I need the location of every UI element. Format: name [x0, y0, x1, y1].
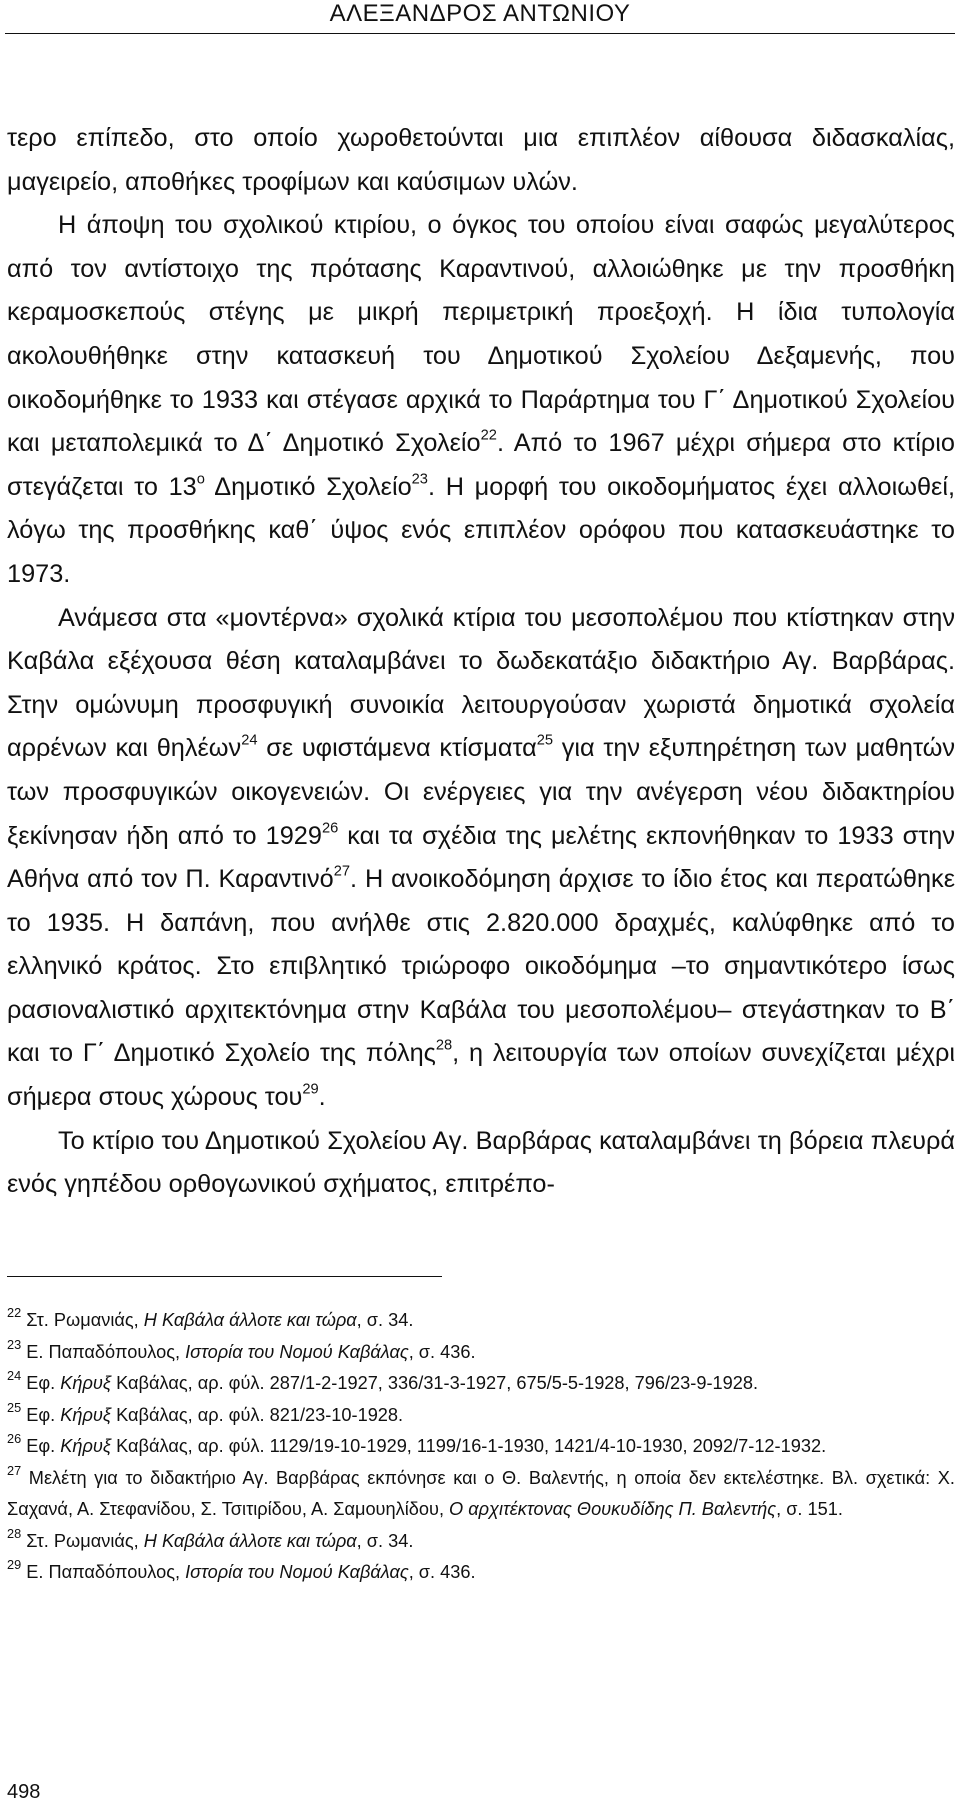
paragraph-2: Η άποψη του σχολικού κτιρίου, ο όγκος του οποίου είναι σαφώς μεγαλύτερος από τον αντίστοιχο της πρότασης Καραντινού, αλλοιώθηκε με την προσθήκη κεραμοσκεπούς στέγης με μικρή περιμετρική προεξοχή. Η ίδια τυπολογία ακολουθήθηκε στην κατασκευή του Δημοτικού Σχολείου Δεξαμενής, που οικοδομήθηκε το 1933 και στέγασε αρχικά το Παράρτημα του Γ΄ Δημοτικού Σχολείου και μεταπολεμικά το Δ΄ Δημοτικό Σχολείο$^{22}$. Από το 1967 μέχρι σήμερα στο κτίριο στεγάζεται το $13^o$ Δημοτικό Σχολείο$^{23}$. Η μορφή του οικοδομήματος έχει αλλοιωθεί, λόγω της προσθήκης καθ΄ ύψος ενός επιπλέον ορόφου που κατασκευάστηκε το 1973. [7, 211, 955, 588]
header-rule [5, 33, 955, 34]
footnote: $^{22}$ Στ. Ρωμανιάς, Η Καβάλα άλλοτε και τώρα, σ. 34. [7, 1305, 414, 1330]
footnote: $^{24}$ Εφ. Κήρυξ Καβάλας, αρ. φύλ. 287/1-2-1927, 336/31-3-1927, 675/5-5-1928, 796/23-9-1928. [7, 1368, 759, 1393]
paragraph-4: Το κτίριο του Δημοτικού Σχολείου Αγ. Βαρβάρας καταλαμβάνει τη βόρεια πλευρά ενός γηπέδου ορθογωνικού σχήματος, επιτρέπο- [7, 1126, 955, 1199]
footnote-ref-26[interactable]: 26 [321, 819, 339, 836]
footnote-ref-24[interactable]: 24 [241, 732, 258, 749]
footnote: $^{28}$ Στ. Ρωμανιάς, Η Καβάλα άλλοτε και τώρα, σ. 34. [7, 1525, 414, 1551]
paragraph-1: τερο επίπεδο, στο οποίο χωροθετούνται μια επιπλέον αίθουσα διδασκαλίας, μαγειρείο, αποθήκες τροφίμων και καύσιμων υλών. [7, 124, 955, 196]
footnotes [7, 1305, 955, 1589]
footnote-ref-25[interactable]: 25 [536, 732, 554, 749]
running-header: ΑΛΕΞΑΝΔΡΟΣ ΑΝΤΩΝΙΟΥ [329, 0, 631, 27]
footnote-ref-28[interactable]: 28 [435, 1037, 453, 1054]
footnote-rule [7, 1276, 442, 1277]
footnote-number: 24 [7, 1368, 22, 1384]
footnote-ref-29[interactable]: 29 [302, 1081, 319, 1098]
footnote: $^{25}$ Εφ. Κήρυξ Καβάλας, αρ. φύλ. 821/23-10-1928. [7, 1399, 404, 1425]
footnote-number: 22 [7, 1305, 22, 1321]
footnote: $^{29}$ Ε. Παπαδόπουλος, Ιστορία του Νομού Καβάλας, σ. 436. [7, 1557, 476, 1582]
footnote-number: 23 [7, 1336, 22, 1352]
footnote-number: 29 [7, 1557, 22, 1573]
footnote-ref-27[interactable]: 27 [333, 863, 351, 880]
footnote-number: 27 [7, 1462, 22, 1478]
footnote: $^{26}$ Εφ. Κήρυξ Καβάλας, αρ. φύλ. 1129/19-10-1929, 1199/16-1-1930, 1421/4-10-1930, 2092/7-12-1932. [7, 1431, 827, 1456]
footnote-ref-22[interactable]: 22 [480, 427, 497, 444]
footnote: $^{23}$ Ε. Παπαδόπουλος, Ιστορία του Νομού Καβάλας, σ. 436. [7, 1336, 476, 1362]
footnote-number: 26 [7, 1431, 22, 1447]
page-number: 498 [7, 1781, 41, 1803]
footnote-ref-23[interactable]: 23 [411, 471, 428, 488]
footnote-number: 25 [7, 1399, 22, 1415]
ordinal-suffix: ο [196, 471, 205, 488]
footnote: $^{27}$ Μελέτη για το διδακτήριο Αγ. Βαρβάρας εκπόνησε και ο Θ. Βαλεντής, η οποία δεν εκτελέστηκε. Βλ. σχετικά: Χ. Σαχανά, Α. Στεφανίδου, Σ. Τσιτιρίδου, Α. Σαμουηλίδου, Ο αρχιτέκτονας Θουκυδίδης Π. Βαλεντής, σ. 151. [7, 1462, 955, 1519]
main-text [7, 117, 955, 1207]
footnote-number: 28 [7, 1525, 22, 1541]
paragraph-3: Ανάμεσα στα «μοντέρνα» σχολικά κτίρια του μεσοπολέμου που κτίστηκαν στην Καβάλα εξέχουσα θέση καταλαμβάνει το δωδεκατάξιο διδακτήριο Αγ. Βαρβάρας. Στην ομώνυμη προσφυγική συνοικία λειτουργούσαν χωριστά δημοτικά σχολεία αρρένων και θηλέων$^{24}$ σε υφιστάμενα κτίσματα$^{25}$ για την εξυπηρέτηση των μαθητών των προσφυγικών οικογενειών. Οι ενέργειες για την ανέγερση νέου διδακτηρίου ξεκίνησαν ήδη από το 1929$^{26}$ και τα σχέδια της μελέτης εκπονήθηκαν το 1933 στην Αθήνα από τον Π. Καραντινό$^{27}$. Η ανοικοδόμηση άρχισε το ίδιο έτος και περατώθηκε το 1935. Η δαπάνη, που ανήλθε στις 2.820.000 δραχμές, καλύφθηκε από το ελληνικό κράτος. Στο επιβλητικό τριώροφο οικοδόμημα –το σημαντικότερο ίσως ρασιοναλιστικό αρχιτεκτόνημα στην Καβάλα του μεσοπολέμου– στεγάστηκαν το Β΄ και το Γ΄ Δημοτικό Σχολείο της πόλης$^{28}$, η λειτουργία των οποίων συνεχίζεται μέχρι σήμερα στους χώρους του$^{29}$. [7, 603, 955, 1112]
